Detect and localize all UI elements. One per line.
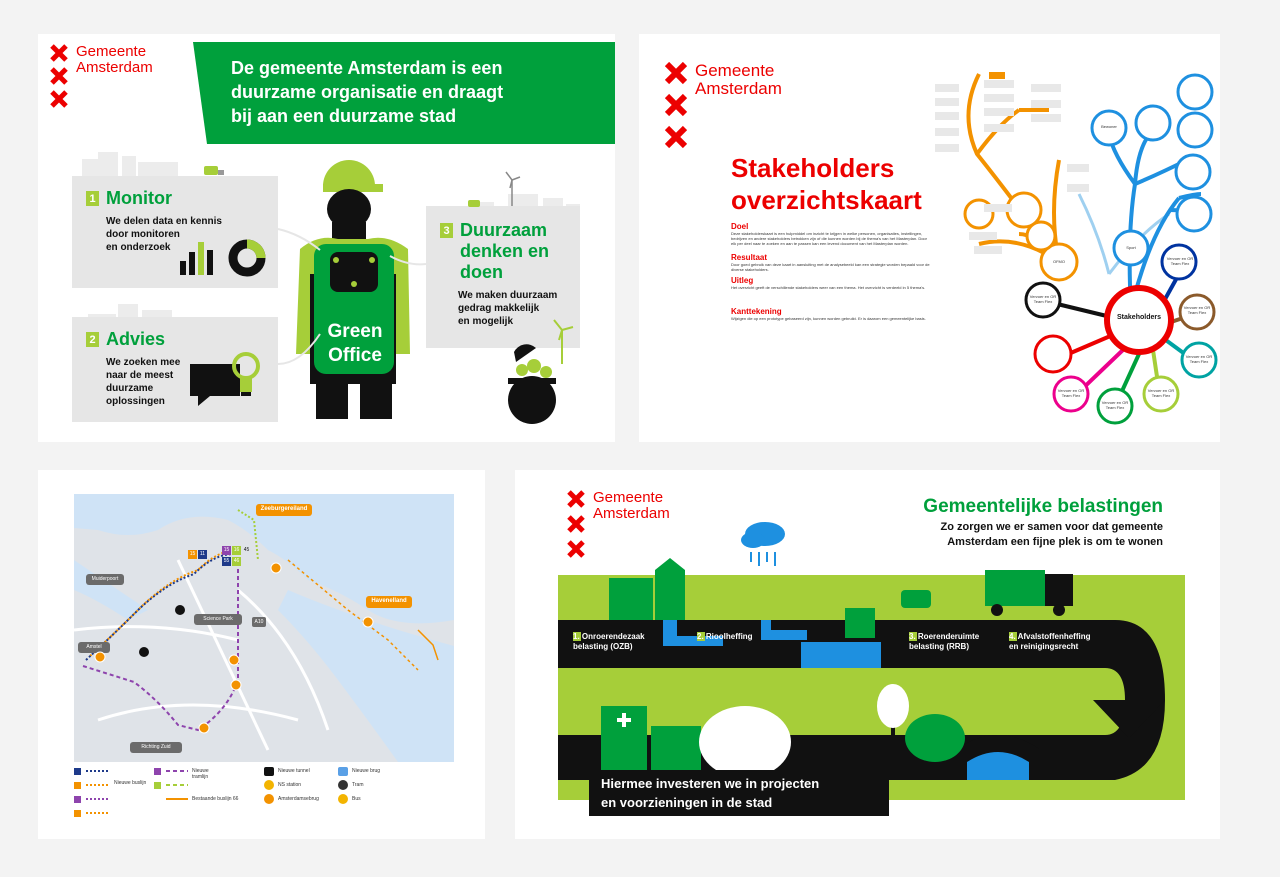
item-duurzaam xyxy=(440,220,557,328)
rain-cloud-icon xyxy=(741,522,785,566)
legend-label: NS station xyxy=(278,782,302,788)
footer-line: Hiermee investeren we in projecten xyxy=(601,776,820,791)
section-heading: Kanttekening xyxy=(731,307,782,316)
brand-line2: Amsterdam xyxy=(76,58,153,76)
desc-line: We maken duurzaam xyxy=(458,290,558,301)
legend-label: Bus xyxy=(352,796,361,802)
legend-label: Bestaande buslijn 66 xyxy=(192,796,239,802)
stakeholders-card xyxy=(639,34,1220,442)
item-title xyxy=(460,220,549,283)
section-body: Wijzigen die op een prototype gebaseerd zijn, kunnen worden gebruikt. Er is daarom een gemeentelijke basis. xyxy=(731,316,926,321)
bag-line: Office xyxy=(328,345,382,366)
tax-label: Onroerendezaak xyxy=(581,632,645,641)
node-label: Bewoner xyxy=(1101,124,1117,129)
place-label: Muiderpoort xyxy=(91,576,119,582)
desc-line: gedrag makkelijk xyxy=(458,303,540,314)
tax-item xyxy=(909,632,979,652)
brand-line1: Gemeente xyxy=(695,61,775,80)
place-label: A10 xyxy=(254,619,264,625)
tax-label: Roerenderuimte xyxy=(917,632,980,641)
desc-line: naar de meest xyxy=(106,370,174,381)
title-line: denken en xyxy=(460,241,550,261)
node-label: Vervoer en OR Team Flex xyxy=(1166,256,1194,266)
line-badge: 16 xyxy=(233,547,240,553)
item-number: 1 xyxy=(86,191,99,206)
tax-label: Afvalstoffenheffing xyxy=(1017,632,1091,641)
tax-item xyxy=(697,632,753,642)
desc-line: We zoeken mee xyxy=(106,357,181,368)
line-badge: 15 xyxy=(189,551,196,557)
headline-line: duurzame organisatie en draagt xyxy=(231,82,504,102)
section-heading: Uitleg xyxy=(731,276,754,285)
node-label: OFMO xyxy=(1053,259,1065,264)
desc-line: oplossingen xyxy=(106,396,165,407)
desc-line: door monitoren xyxy=(106,229,180,240)
bridge-icon xyxy=(264,794,274,804)
line-badge: 45 xyxy=(243,547,250,553)
desc-line: duurzame xyxy=(106,383,154,394)
node-label: Vervoer en OR Team Flex xyxy=(1185,354,1213,364)
legend-label: Nieuwe brug xyxy=(352,768,381,774)
taxes-card xyxy=(515,470,1220,839)
item-title: Advies xyxy=(106,329,166,349)
title-line: Duurzaam xyxy=(460,220,548,240)
green-office-card xyxy=(38,34,615,442)
bag-line: Green xyxy=(327,321,383,342)
item-title: Monitor xyxy=(106,188,172,208)
node-label: Vervoer en OR Team Flex xyxy=(1029,294,1057,304)
tax-item xyxy=(573,632,645,652)
map xyxy=(38,470,485,839)
node-label: Sport xyxy=(1126,245,1136,250)
tax-number: 3. xyxy=(909,632,916,641)
item-number: 2 xyxy=(86,332,99,347)
place-label: Amstel xyxy=(86,644,102,650)
tax-number: 4. xyxy=(1009,632,1016,641)
node-label: Vervoer en OR Team Flex xyxy=(1183,305,1211,315)
headline-line: bij aan een duurzame stad xyxy=(231,106,457,126)
item-desc xyxy=(106,215,222,254)
tax-label: en reinigingsrecht xyxy=(1009,642,1079,651)
node-label: Vervoer en OR Team Flex xyxy=(1147,388,1175,398)
bus-icon xyxy=(338,794,348,804)
place-label: Science Park xyxy=(203,616,233,622)
page-title: Gemeentelijke belastingen xyxy=(923,496,1163,517)
brand-line1: Gemeente xyxy=(593,489,664,506)
section-body: Door goed gebruik van deze kaart in aansluiting met de analysebeeld kan een strategie worden bepaald voor de diverse stakeholders. xyxy=(731,262,930,272)
node-label: Vervoer en OR Team Flex xyxy=(1101,400,1129,410)
title-line: Stakeholders xyxy=(731,153,895,183)
legend-label: Nieuwe tunnel xyxy=(278,768,310,774)
tax-label: belasting (RRB) xyxy=(909,642,969,651)
hub-label: Stakeholders xyxy=(1117,314,1161,321)
subtitle-line: Zo zorgen we er samen voor dat gemeente xyxy=(940,521,1163,533)
desc-line: We delen data en kennis xyxy=(106,216,222,227)
subtitle-line: Amsterdam een fijne plek is om te wonen xyxy=(947,536,1163,548)
tax-label: belasting (OZB) xyxy=(573,642,633,651)
section-heading: Resultaat xyxy=(731,253,768,262)
ns-icon xyxy=(264,780,274,790)
item-desc xyxy=(106,356,180,408)
legend-label: Amsterdamsebrug xyxy=(278,796,319,802)
line-badge: 55 xyxy=(223,558,230,564)
tax-item xyxy=(1009,632,1091,652)
item-desc xyxy=(458,289,557,328)
footer-text xyxy=(601,774,819,812)
desc-line: en onderzoek xyxy=(106,242,171,253)
backpack-label xyxy=(318,320,392,368)
place-label: Havenelland xyxy=(371,598,407,604)
item-advies xyxy=(86,329,180,408)
line-badge: 15 xyxy=(223,547,230,553)
brand-line1: Gemeente xyxy=(76,43,147,60)
section-body: Het overzicht geeft de verschillende stakeholders weer van een thema. Het overzicht is verdeeld in 5 thema's. xyxy=(731,285,926,290)
item-number: 3 xyxy=(440,223,453,238)
tax-number: 2. xyxy=(697,632,704,641)
footer-line: en voorzieningen in de stad xyxy=(601,795,773,810)
legend-label: Nieuwe tramlijn xyxy=(192,768,209,780)
tram-icon xyxy=(338,780,348,790)
tax-label: Rioolheffing xyxy=(705,632,753,641)
brand-line2: Amsterdam xyxy=(593,504,670,522)
section-body: Deze stakeholderskaart is een hulpmiddel om inzicht te krijgen in welke personen, organisaties, instellingen, bedrijven en andere stakeholders betrokken zijn of die kunnen worden bij de thema's van het Masterplan. Door elk per deel naar te zoeken en aan te passen kan een levend document van het Masterplan worden. xyxy=(731,231,927,246)
title-line: overzichtskaart xyxy=(731,185,922,215)
line-badge: 46 xyxy=(233,558,240,564)
person-icon xyxy=(296,160,410,419)
headline-line: De gemeente Amsterdam is een xyxy=(231,58,503,78)
place-label: Zeeburgereiland xyxy=(260,506,308,512)
item-monitor xyxy=(86,188,222,254)
stakeholder-map xyxy=(639,34,1220,442)
tax-number: 1. xyxy=(573,632,580,641)
brand-line2: Amsterdam xyxy=(695,78,782,98)
legend-label: Nieuwe buslijn xyxy=(114,780,147,786)
node-label: Vervoer en OR Team Flex xyxy=(1057,388,1085,398)
line-badge: 11 xyxy=(199,551,206,557)
bridge-new-icon xyxy=(338,767,348,776)
tunnel-icon xyxy=(264,767,274,776)
section-heading: Doel xyxy=(731,222,749,231)
place-label: Richting Zuid xyxy=(141,744,171,750)
desc-line: en mogelijk xyxy=(458,316,514,327)
transit-map-card xyxy=(38,470,485,839)
legend-label: Tram xyxy=(352,782,364,788)
title-line: doen xyxy=(460,262,503,282)
